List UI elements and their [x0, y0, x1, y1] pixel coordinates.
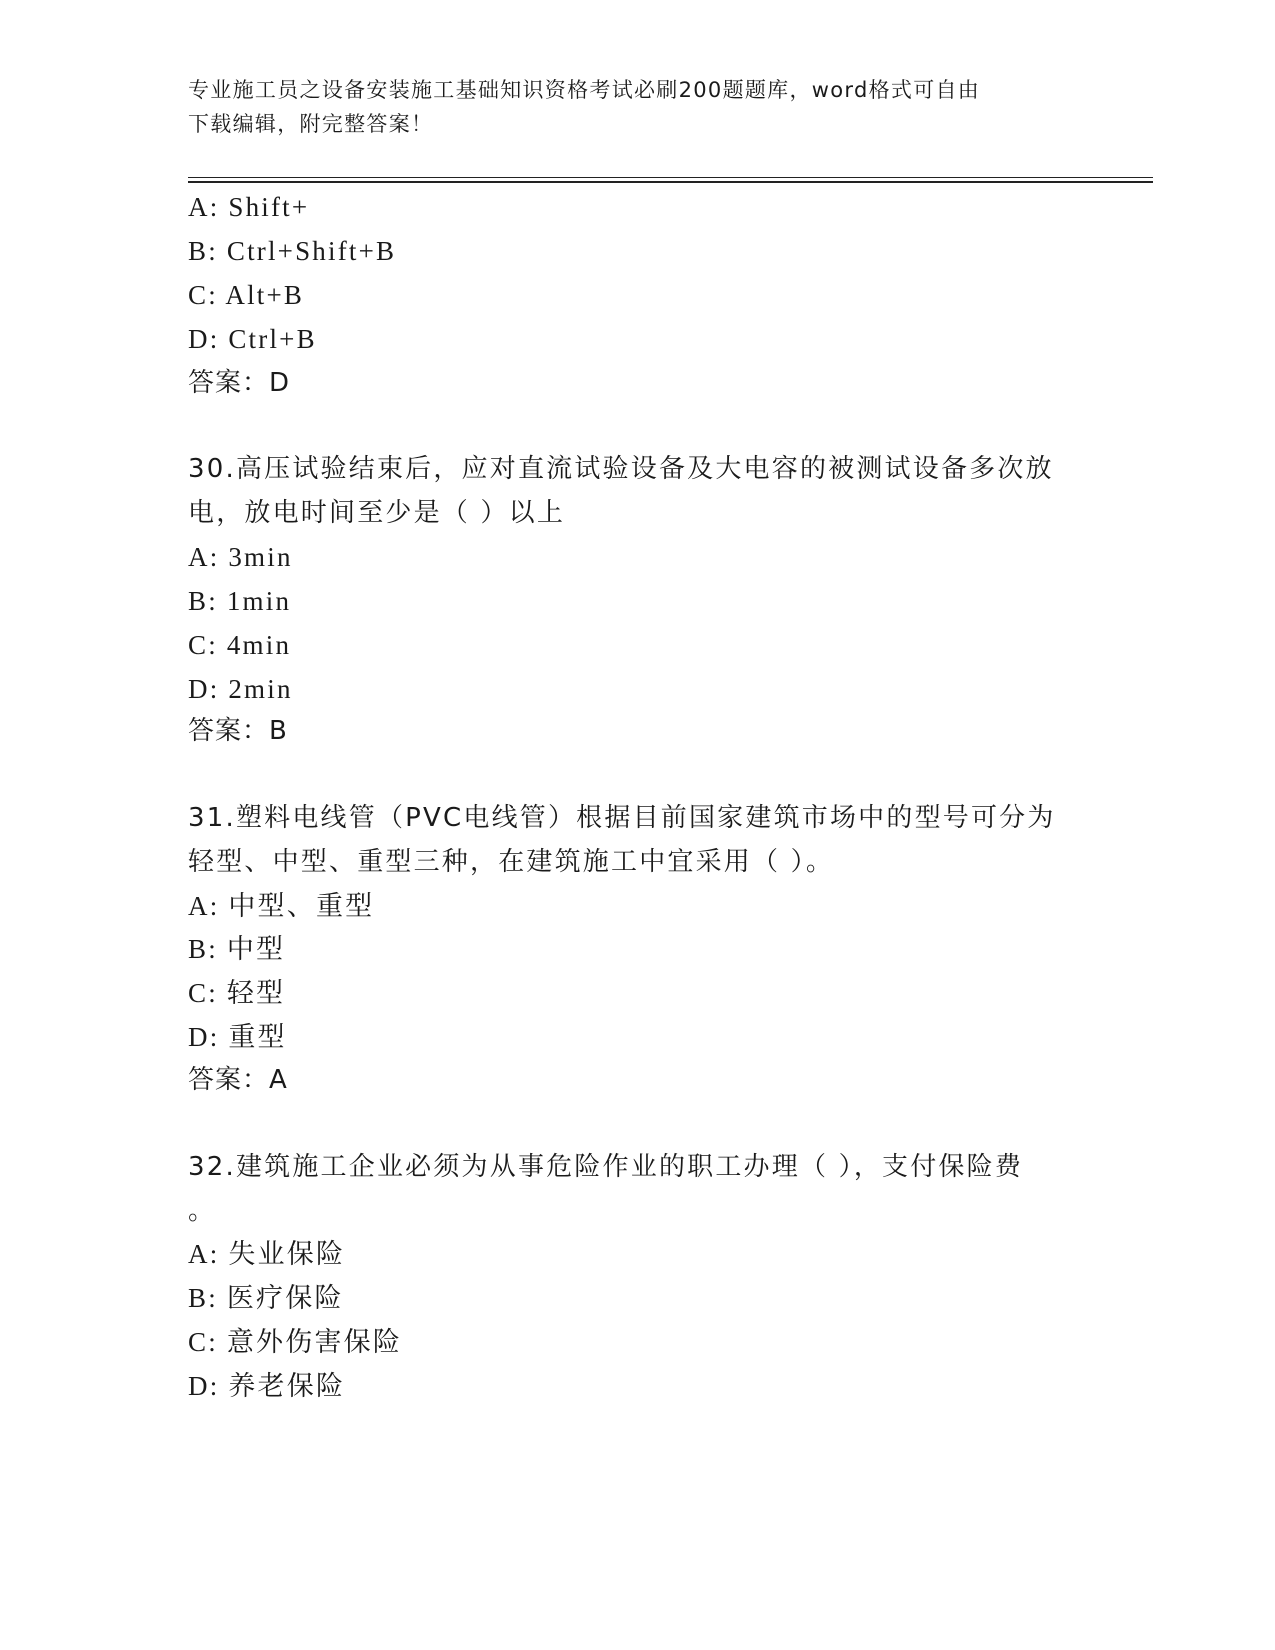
q29-option-a: A: Shift+ — [188, 192, 310, 222]
q30-question-line-2: 电，放电时间至少是（ ）以上 — [188, 498, 566, 528]
q30-option-c: C: 4min — [188, 630, 292, 660]
q29-option-d: D: Ctrl+B — [188, 324, 317, 354]
q31-option-a: A: 中型、重型 — [188, 891, 375, 921]
q29-answer: 答案：D — [188, 368, 291, 398]
q31-option-b: B: 中型 — [188, 934, 286, 964]
q30-question-line-1: 30.高压试验结束后，应对直流试验设备及大电容的被测试设备多次放 — [188, 454, 1054, 484]
q32-question-line-1: 32.建筑施工企业必须为从事危险作业的职工办理（ ），支付保险费 — [188, 1152, 1024, 1182]
q31-option-c: C: 轻型 — [188, 978, 286, 1008]
q31-answer: 答案：A — [188, 1065, 288, 1095]
header-line-1: 专业施工员之设备安装施工基础知识资格考试必刷200题题库，word格式可自由 — [188, 78, 981, 102]
q30-option-d: D: 2min — [188, 674, 293, 704]
header-rule-thin — [188, 177, 1153, 178]
header-line-2: 下载编辑，附完整答案！ — [188, 112, 434, 136]
q32-option-b: B: 医疗保险 — [188, 1283, 344, 1313]
q32-option-a: A: 失业保险 — [188, 1239, 346, 1269]
q29-option-b: B: Ctrl+Shift+B — [188, 236, 397, 266]
q30-answer: 答案：B — [188, 716, 288, 746]
q31-question-line-1: 31.塑料电线管（PVC电线管）根据目前国家建筑市场中的型号可分为 — [188, 803, 1056, 833]
q30-option-a: A: 3min — [188, 542, 293, 572]
q32-option-c: C: 意外伤害保险 — [188, 1327, 403, 1357]
q31-question-line-2: 轻型、中型、重型三种，在建筑施工中宜采用（ ）。 — [188, 847, 835, 877]
q32-option-d: D: 养老保险 — [188, 1371, 346, 1401]
q30-option-b: B: 1min — [188, 586, 292, 616]
q31-option-d: D: 重型 — [188, 1022, 287, 1052]
header-rule-thick — [188, 181, 1153, 183]
q29-option-c: C: Alt+B — [188, 280, 305, 310]
document-header — [188, 73, 1078, 141]
q32-question-line-2: 。 — [188, 1196, 217, 1226]
